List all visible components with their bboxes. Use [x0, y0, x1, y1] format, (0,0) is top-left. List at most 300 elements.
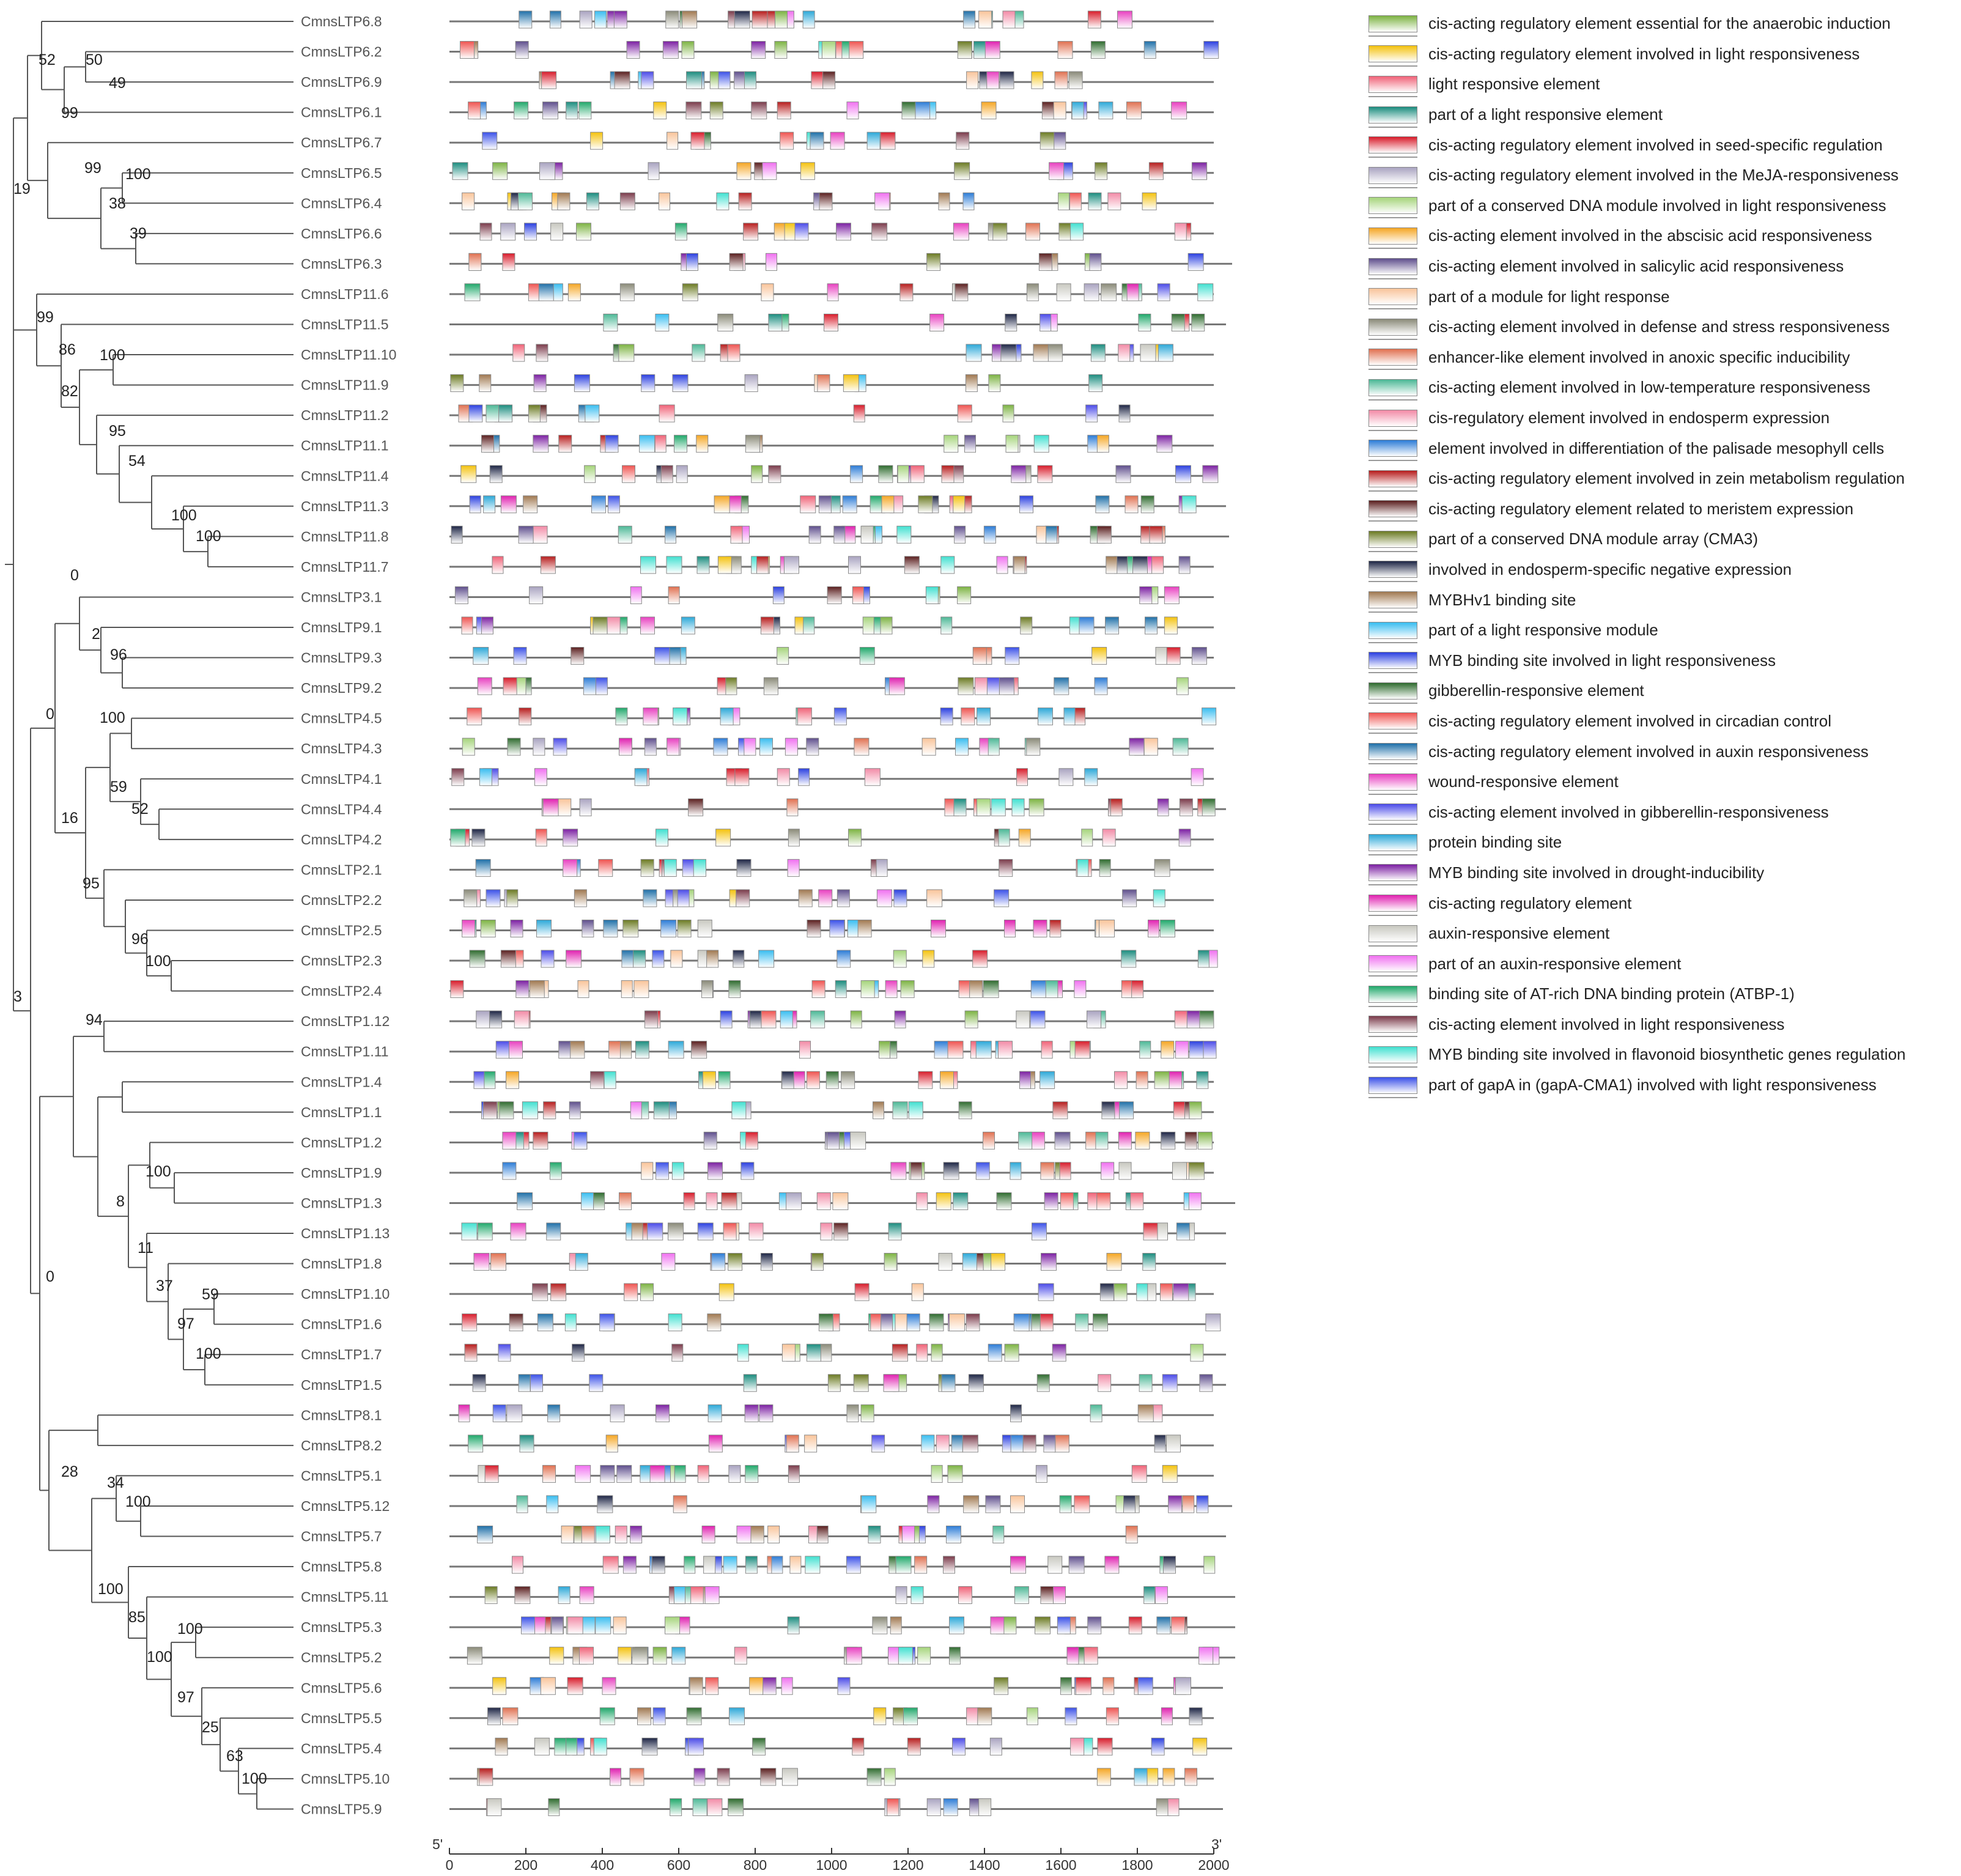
- cis-element-box: [592, 496, 606, 513]
- legend-label: cis-acting regulatory element involved in the MeJA-responsiveness: [1428, 166, 1899, 185]
- cis-element-box: [462, 617, 473, 634]
- legend-label: cis-acting regulatory element involved in circadian control: [1428, 711, 1831, 730]
- bootstrap-value: 85: [128, 1609, 146, 1626]
- cis-element-box: [940, 1071, 954, 1088]
- promoter-track: [449, 1223, 1226, 1240]
- cis-element-box: [797, 708, 811, 725]
- legend-label: part of a light responsive element: [1428, 105, 1663, 124]
- cis-element-box: [1003, 11, 1015, 28]
- cis-element-box: [461, 465, 476, 482]
- cis-element-box: [1023, 1435, 1036, 1452]
- cis-element-box: [737, 1344, 748, 1361]
- gene-label: CmnsLTP1.5: [301, 1376, 382, 1393]
- cis-element-box: [1158, 284, 1170, 301]
- cis-element-box: [966, 344, 981, 361]
- cis-element-box: [1027, 284, 1038, 301]
- cis-element-box: [600, 1314, 615, 1331]
- cis-element-box: [834, 708, 846, 725]
- cis-element-box: [1044, 1435, 1055, 1452]
- cis-element-box: [720, 708, 733, 725]
- cis-element-box: [531, 1375, 543, 1392]
- cis-element-box: [640, 435, 655, 452]
- cis-element-box: [902, 102, 915, 119]
- cis-element-box: [897, 526, 911, 543]
- cis-element-box: [528, 405, 540, 422]
- cis-element-box: [867, 132, 880, 149]
- legend-item: [1368, 69, 1955, 100]
- position-axis: [432, 1836, 1230, 1873]
- cis-element-box: [480, 223, 492, 240]
- cis-element-box: [495, 1738, 508, 1755]
- cis-element-box: [944, 1556, 955, 1573]
- cis-element-box: [462, 738, 475, 755]
- cis-element-box: [596, 1526, 610, 1543]
- cis-element-box: [819, 890, 832, 907]
- cis-element-box: [988, 738, 999, 755]
- cis-element-box: [764, 678, 778, 695]
- cis-element-box: [761, 1254, 772, 1271]
- cis-element-box: [667, 556, 682, 574]
- cis-element-box: [482, 435, 494, 452]
- cis-element-box: [582, 920, 594, 937]
- cis-element-box: [1005, 920, 1016, 937]
- gene-label: CmnsLTP4.1: [301, 770, 382, 787]
- cis-element-box: [1084, 1647, 1098, 1664]
- cis-element-box: [936, 1192, 951, 1209]
- gene-label: CmnsLTP1.13: [301, 1225, 390, 1241]
- cis-element-box: [807, 1344, 821, 1361]
- cis-element-box: [606, 1435, 618, 1452]
- bootstrap-value: 100: [177, 1620, 203, 1638]
- cis-element-box: [525, 223, 537, 240]
- cis-element-box: [672, 1162, 684, 1180]
- cis-element-box: [1141, 496, 1154, 513]
- cis-element-box: [600, 1465, 615, 1482]
- cis-element-box: [714, 738, 728, 755]
- cis-element-box: [928, 1496, 939, 1513]
- cis-element-box: [873, 1617, 887, 1634]
- cis-element-box: [786, 1192, 802, 1209]
- promoter-track: [449, 223, 1214, 240]
- cis-element-box: [759, 1405, 773, 1422]
- cis-element-box: [668, 586, 679, 604]
- cis-element-box: [807, 738, 819, 755]
- cis-element-box: [641, 859, 654, 876]
- cis-element-box: [561, 1526, 574, 1543]
- bootstrap-value: 97: [177, 1689, 194, 1706]
- legend-label: part of a module for light response: [1428, 287, 1670, 306]
- cis-element-box: [536, 829, 547, 846]
- cis-element-box: [493, 1677, 506, 1694]
- legend-swatch: [1368, 712, 1417, 729]
- cis-element-box: [907, 1314, 920, 1331]
- cis-element-box: [661, 920, 676, 937]
- cis-element-box: [728, 1798, 744, 1815]
- cis-element-box: [662, 1254, 675, 1271]
- cis-element-box: [962, 1254, 977, 1271]
- cis-element-box: [652, 1556, 665, 1573]
- cis-element-box: [812, 981, 825, 998]
- cis-element-box: [805, 1435, 817, 1452]
- gene-label: CmnsLTP6.4: [301, 195, 382, 212]
- legend-swatch: [1368, 167, 1417, 184]
- cis-element-box: [1129, 1617, 1142, 1634]
- cis-element-box: [708, 1405, 722, 1422]
- promoter-track: [449, 284, 1214, 301]
- cis-element-box: [985, 42, 1000, 59]
- cis-element-box: [667, 738, 679, 755]
- cis-element-box: [818, 375, 830, 392]
- cis-element-box: [691, 132, 704, 149]
- cis-element-box: [1169, 1496, 1182, 1513]
- cis-element-box: [1136, 1071, 1148, 1088]
- cis-element-box: [455, 586, 468, 604]
- cis-element-box: [689, 1738, 704, 1755]
- cis-element-box: [852, 586, 863, 604]
- cis-element-box: [1005, 314, 1017, 331]
- cis-element-box: [896, 1587, 907, 1604]
- cis-element-box: [630, 1102, 641, 1119]
- cis-element-box: [1058, 42, 1073, 59]
- cis-element-box: [1131, 1192, 1143, 1209]
- cis-element-box: [666, 11, 679, 28]
- cis-element-box: [563, 829, 578, 846]
- legend-item: [1368, 100, 1955, 130]
- cis-element-box: [624, 1283, 638, 1301]
- cis-element-box: [470, 496, 481, 513]
- cis-element-box: [812, 1254, 824, 1271]
- cis-element-box: [1180, 799, 1192, 816]
- cis-element-box: [781, 1677, 792, 1694]
- cis-element-box: [1189, 1708, 1202, 1725]
- cis-element-box: [551, 223, 563, 240]
- cis-element-box: [736, 890, 750, 907]
- cis-element-box: [1090, 1405, 1102, 1422]
- cis-element-box: [574, 890, 586, 907]
- promoter-track: [449, 950, 1217, 967]
- cis-element-box: [478, 1223, 492, 1240]
- cis-element-box: [827, 586, 841, 604]
- axis-tick-label: 0: [445, 1857, 454, 1873]
- cis-element-box: [941, 617, 952, 634]
- cis-element-box: [671, 950, 682, 967]
- cis-element-box: [977, 708, 991, 725]
- cis-element-box: [604, 314, 618, 331]
- cis-element-box: [543, 799, 558, 816]
- cis-element-box: [523, 496, 537, 513]
- cis-element-box: [572, 1344, 585, 1361]
- cis-element-box: [953, 1738, 966, 1755]
- cis-element-box: [782, 1344, 795, 1361]
- cis-element-box: [619, 1192, 632, 1209]
- promoter-track: [449, 708, 1216, 725]
- cis-element-box: [780, 132, 794, 149]
- cis-element-box: [1097, 435, 1109, 452]
- cis-element-box: [1127, 284, 1139, 301]
- cis-element-box: [472, 829, 485, 846]
- cis-element-box: [912, 1283, 923, 1301]
- cis-element-box: [956, 132, 969, 149]
- cis-element-box: [901, 981, 914, 998]
- bootstrap-value: 100: [147, 1649, 172, 1666]
- legend-swatch: [1368, 561, 1417, 578]
- cis-element-box: [882, 496, 894, 513]
- gene-label: CmnsLTP6.3: [301, 256, 382, 272]
- cis-element-box: [1113, 1283, 1127, 1301]
- cis-element-box: [478, 1526, 493, 1543]
- bootstrap-value: 49: [109, 75, 126, 92]
- legend-label: MYBHv1 binding site: [1428, 590, 1576, 609]
- cis-element-box: [843, 496, 857, 513]
- gene-label: CmnsLTP4.5: [301, 710, 382, 726]
- cis-element-box: [1173, 1102, 1184, 1119]
- cis-element-box: [718, 72, 730, 89]
- cis-element-box: [509, 1041, 523, 1058]
- cis-element-box: [821, 1223, 832, 1240]
- legend-label: cis-acting element involved in low-temperature responsiveness: [1428, 378, 1871, 397]
- promoter-track: [449, 1375, 1226, 1392]
- cis-element-box: [462, 193, 475, 210]
- cis-element-box: [927, 253, 940, 270]
- cis-element-box: [1172, 314, 1184, 331]
- cis-element-box: [871, 1314, 882, 1331]
- cis-element-box: [1059, 769, 1073, 786]
- cis-element-box: [805, 1556, 820, 1573]
- cis-element-box: [1142, 193, 1156, 210]
- cis-element-box: [911, 1587, 923, 1604]
- legend-item: [1368, 130, 1955, 160]
- cis-element-box: [484, 1102, 497, 1119]
- cis-element-box: [976, 1162, 989, 1180]
- cis-element-box: [707, 950, 718, 967]
- bootstrap-value: 100: [171, 507, 197, 524]
- cis-element-box: [956, 738, 969, 755]
- legend-swatch: [1368, 925, 1417, 942]
- cis-element-box: [991, 799, 1005, 816]
- cis-element-box: [863, 617, 874, 634]
- gene-label: CmnsLTP2.1: [301, 862, 382, 878]
- cis-element-box: [498, 1344, 511, 1361]
- cis-element-box: [580, 799, 591, 816]
- cis-element-box: [1017, 769, 1028, 786]
- cis-element-box: [800, 163, 814, 180]
- cis-element-box: [1116, 465, 1131, 482]
- bootstrap-value: 100: [242, 1770, 267, 1787]
- legend-swatch: [1368, 1016, 1417, 1033]
- legend-label: cis-acting regulatory element essential for the anaerobic induction: [1428, 14, 1891, 33]
- cis-element-box: [565, 1314, 576, 1331]
- cis-element-box: [930, 314, 944, 331]
- cis-element-box: [681, 617, 695, 634]
- cis-element-box: [958, 678, 973, 695]
- cis-element-box: [507, 1405, 522, 1422]
- bootstrap-value: 39: [130, 225, 147, 242]
- cis-element-box: [696, 435, 708, 452]
- cis-element-box: [673, 708, 687, 725]
- cis-element-box: [745, 375, 758, 392]
- bootstrap-value: 100: [146, 953, 171, 970]
- axis-tick-label: 200: [514, 1857, 538, 1873]
- cis-element-box: [501, 223, 515, 240]
- cis-element-box: [967, 72, 978, 89]
- cis-element-box: [841, 1071, 855, 1088]
- cis-element-box: [1032, 1223, 1047, 1240]
- cis-element-box: [537, 920, 552, 937]
- legend-label: cis-acting regulatory element related to meristem expression: [1428, 499, 1854, 518]
- cis-element-box: [602, 1677, 616, 1694]
- promoter-track: [449, 769, 1214, 786]
- cis-element-box: [888, 1223, 901, 1240]
- cis-element-box: [970, 981, 983, 998]
- cis-element-box: [571, 648, 584, 665]
- cis-element-box: [950, 1314, 965, 1331]
- cis-element-box: [550, 11, 561, 28]
- bootstrap-value: 52: [39, 51, 56, 68]
- cis-element-box: [1069, 72, 1082, 89]
- bootstrap-value: 99: [61, 105, 78, 122]
- cis-element-box: [1132, 981, 1143, 998]
- cis-element-box: [745, 1405, 758, 1422]
- cis-element-box: [690, 1677, 703, 1694]
- axis-tick-label: 400: [590, 1857, 615, 1873]
- cis-element-box: [926, 586, 938, 604]
- bootstrap-value: 100: [98, 1581, 124, 1598]
- legend-swatch: [1368, 197, 1417, 214]
- gene-label: CmnsLTP11.1: [301, 437, 389, 454]
- cis-element-box: [1036, 1465, 1047, 1482]
- cis-element-box: [1027, 738, 1040, 755]
- cis-element-box: [541, 950, 554, 967]
- cis-element-box: [566, 950, 582, 967]
- cis-element-box: [786, 1435, 799, 1452]
- cis-element-box: [719, 1283, 734, 1301]
- cis-element-box: [508, 738, 520, 755]
- legend-label: cis-regulatory element involved in endosperm expression: [1428, 408, 1830, 427]
- cis-element-box: [553, 738, 567, 755]
- cis-element-box: [452, 769, 464, 786]
- cis-element-box: [692, 1041, 707, 1058]
- cis-element-box: [501, 496, 516, 513]
- cis-element-box: [1164, 1556, 1176, 1573]
- gene-label: CmnsLTP5.2: [301, 1649, 382, 1666]
- legend-swatch: [1368, 622, 1417, 639]
- cis-element-box: [469, 253, 481, 270]
- cis-element-box: [704, 1556, 715, 1573]
- cis-element-box: [1107, 1254, 1121, 1271]
- promoter-track: [449, 1132, 1214, 1149]
- cis-element-box: [838, 1677, 850, 1694]
- cis-element-box: [613, 1617, 626, 1634]
- cis-element-box: [460, 42, 475, 59]
- legend-item: [1368, 979, 1955, 1010]
- cis-element-box: [881, 617, 892, 634]
- cis-element-box: [1138, 1677, 1153, 1694]
- cis-element-box: [910, 465, 924, 482]
- cis-element-box: [1182, 496, 1196, 513]
- cis-element-box: [1118, 344, 1130, 361]
- cis-element-box: [1097, 1768, 1110, 1786]
- cis-element-box: [1040, 1314, 1053, 1331]
- legend-item: [1368, 767, 1955, 797]
- cis-element-box: [847, 1405, 859, 1422]
- legend-label: part of an auxin-responsive element: [1428, 954, 1682, 973]
- cis-element-box: [837, 890, 849, 907]
- cis-element-box: [709, 1435, 722, 1452]
- cis-element-box: [1172, 1617, 1185, 1634]
- cis-element-box: [1006, 435, 1018, 452]
- cis-element-box: [559, 435, 572, 452]
- cis-element-box: [1175, 223, 1186, 240]
- cis-element-box: [1106, 1708, 1118, 1725]
- cis-element-box: [819, 496, 831, 513]
- axis-tick-label: 1400: [969, 1857, 1000, 1873]
- cis-element-box: [648, 1223, 663, 1240]
- cis-element-box: [965, 1011, 978, 1028]
- bootstrap-value: 100: [125, 166, 151, 183]
- cis-element-box: [578, 981, 589, 998]
- cis-element-box: [1064, 708, 1075, 725]
- bootstrap-value: 25: [202, 1719, 219, 1736]
- promoter-track: [449, 132, 1214, 149]
- bootstrap-value: 16: [61, 810, 78, 827]
- cis-element-box: [855, 1283, 869, 1301]
- legend-label: element involved in differentiation of the palisade mesophyll cells: [1428, 438, 1885, 457]
- cis-element-box: [642, 1738, 657, 1755]
- cis-element-box: [522, 1617, 535, 1634]
- cis-element-box: [1014, 1314, 1029, 1331]
- cis-element-box: [641, 617, 655, 634]
- cis-element-box: [1202, 708, 1216, 725]
- cis-element-box: [597, 1496, 613, 1513]
- cis-element-box: [1192, 648, 1206, 665]
- cis-element-box: [1121, 950, 1136, 967]
- gene-label: CmnsLTP5.12: [301, 1497, 390, 1514]
- cis-element-box: [994, 1677, 1008, 1694]
- promoter-track: [449, 890, 1214, 907]
- cis-element-box: [955, 284, 968, 301]
- cis-element-box: [884, 1254, 896, 1271]
- cis-element-box: [1106, 556, 1117, 574]
- cis-element-box: [1065, 1708, 1077, 1725]
- cis-element-box: [659, 405, 674, 422]
- cis-element-box: [702, 981, 713, 998]
- cis-element-box: [872, 223, 887, 240]
- cis-element-box: [512, 1556, 523, 1573]
- cis-element-box: [934, 1041, 949, 1058]
- legend-label: cis-acting element involved in salicylic acid responsiveness: [1428, 257, 1844, 276]
- cis-element-box: [593, 617, 607, 634]
- cis-element-box: [918, 1071, 932, 1088]
- gene-label: CmnsLTP1.7: [301, 1346, 382, 1363]
- cis-element-box: [650, 1465, 665, 1482]
- cis-element-box: [714, 496, 729, 513]
- cis-element-box: [821, 1344, 832, 1361]
- bootstrap-value: 52: [131, 800, 149, 818]
- cis-element-box: [837, 950, 851, 967]
- cis-element-box: [824, 314, 838, 331]
- cis-element-box: [1088, 193, 1101, 210]
- cis-element-box: [991, 1617, 1004, 1634]
- cis-element-box: [973, 950, 988, 967]
- legend-item: [1368, 1070, 1955, 1101]
- cis-element-box: [1005, 1344, 1019, 1361]
- cis-element-box: [491, 1254, 506, 1271]
- cis-element-box: [543, 102, 558, 119]
- cis-element-box: [1032, 72, 1043, 89]
- cis-element-box: [944, 1798, 958, 1815]
- cis-element-box: [734, 11, 750, 28]
- cis-element-box: [807, 1071, 819, 1088]
